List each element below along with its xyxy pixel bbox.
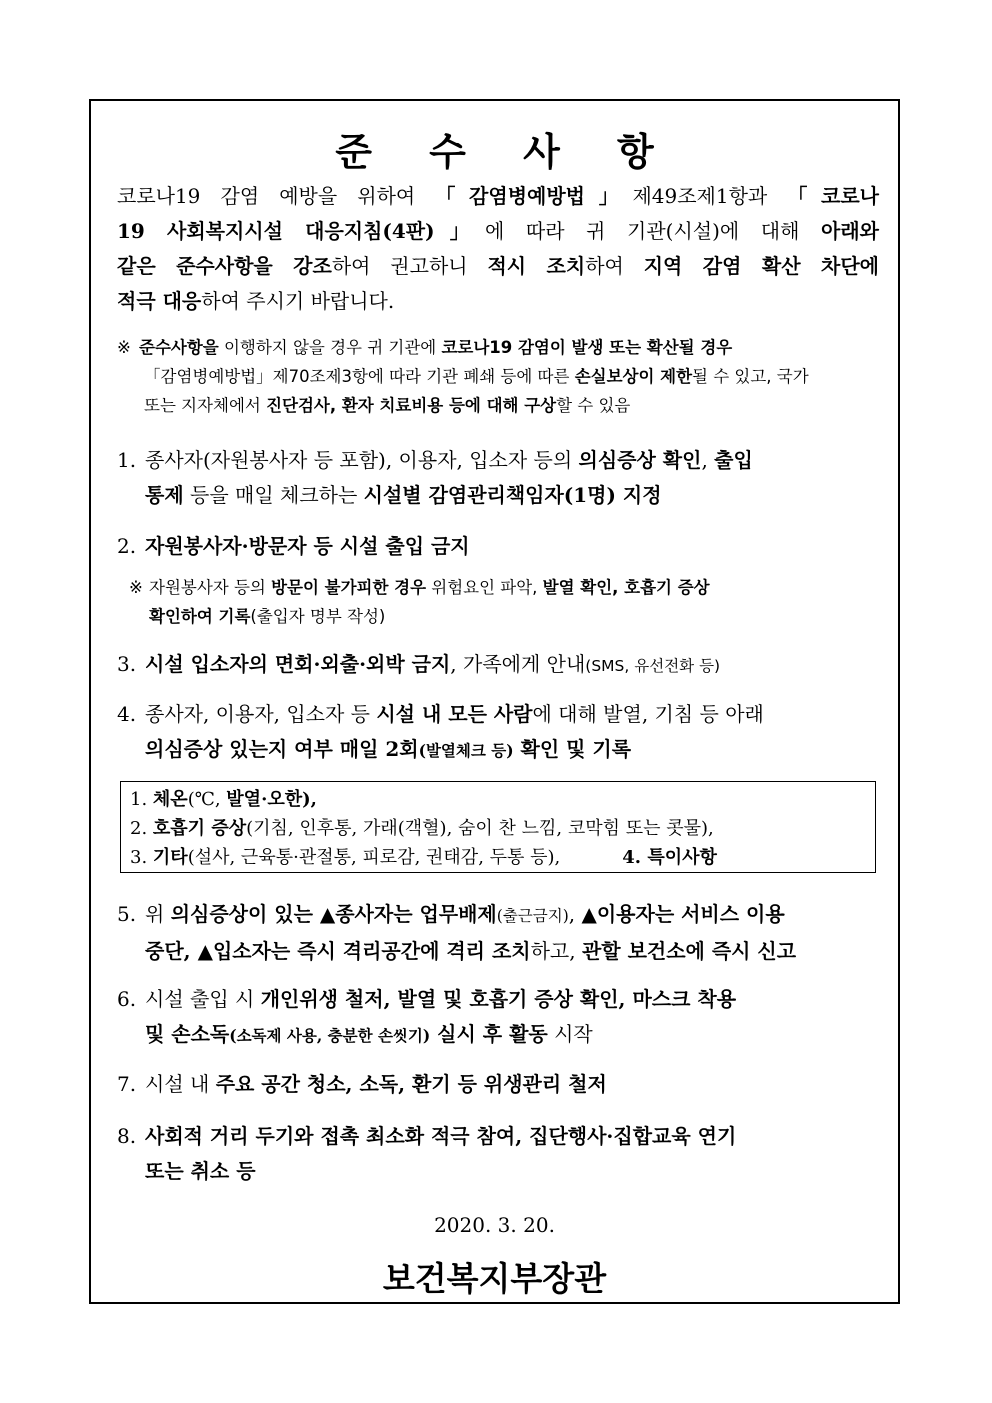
item-2-subnote: ※ 자원봉사자 등의 방문이 불가피한 경우 위험요인 파악, 발열 확인, 호흡기 증상 확인하여 기록(출입자 명부 작성) [129,573,879,631]
checklist-row-3: 3. 기타(설사, 근육통·관절통, 피로감, 권태감, 두통 등), 4. 특이사항 [130,847,717,868]
document-date: 2020. 3. 20. [434,1213,555,1237]
item-number: 8. [117,1124,137,1148]
item-5: 5. 위 의심증상이 있는 ▲종사자는 업무배제(출근금지), ▲이용자는 서비스 이용 중단, ▲입소자는 즉시 격리공간에 격리 조치하고, 관할 보건소에 즉시 신고 [117,897,879,969]
item-3: 3. 시설 입소자의 면회·외출·외박 금지, 가족에게 안내(SMS, 유선전화 등) [117,647,879,684]
item-7: 7. 시설 내 주요 공간 청소, 소독, 환기 등 위생관리 철저 [117,1067,879,1102]
intro-line-3: 같은 준수사항을 강조하여 권고하니 적시 조치하여 지역 감염 확산 차단에 [117,254,879,278]
item-1: 1. 종사자(자원봉사자 등 포함), 이용자, 입소자 등의 의심증상 확인, 출입 통제 등을 매일 체크하는 시설별 감염관리책임자(1명) 지정 [117,443,879,513]
notice-block [117,333,879,420]
item-number: 3. [117,652,137,676]
item-number: 7. [117,1072,137,1096]
symptom-checklist-box [120,781,876,873]
notice-line-1: 준수사항을 이행하지 않을 경우 귀 기관에 코로나19 감염이 발생 또는 확산될 경우 [139,338,733,357]
checklist-row-2: 2. 호흡기 증상(기침, 인후통, 가래(객혈), 숨이 찬 느낌, 코막힘 또는 콧물), [130,818,714,839]
item-number: 6. [117,987,137,1011]
document-frame [89,99,900,1304]
item-2: 2. 자원봉사자·방문자 등 시설 출입 금지 [117,529,879,564]
issuer-signature: 보건복지부장관 [382,1259,607,1298]
item-4: 4. 종사자, 이용자, 입소자 등 시설 내 모든 사람에 대해 발열, 기침 등 아래 의심증상 있는지 여부 매일 2회(발열체크 등) 확인 및 기록 [117,697,879,768]
checklist-row-1: 1. 체온(℃, 발열·오한), [130,789,317,810]
reference-mark-icon: ※ [129,578,143,597]
intro-line-4: 적극 대응하여 주시기 바랍니다. [117,289,395,313]
item-number: 5. [117,902,137,926]
item-number: 4. [117,702,137,726]
intro-line-2: 19 사회복지시설 대응지침(4판)」에 따라 귀 기관(시설)에 대해 아래와 [117,219,879,243]
intro-paragraph [117,179,879,319]
reference-mark-icon: ※ [117,338,131,357]
item-number: 2. [117,534,137,558]
item-number: 1. [117,448,137,472]
item-6: 6. 시설 출입 시 개인위생 철저, 발열 및 호흡기 증상 확인, 마스크 착용 및 손소독(소독제 사용, 충분한 손씻기) 실시 후 활동 시작 [117,982,879,1053]
notice-line-3: 또는 지자체에서 진단검사, 환자 치료비용 등에 대해 구상할 수 있음 [144,396,631,415]
document-title: 준 수 사 항 [335,130,676,174]
item-8: 8. 사회적 거리 두기와 접촉 최소화 적극 참여, 집단행사·집합교육 연기 또는 취소 등 [117,1119,879,1189]
notice-line-2: 「감염병예방법」제70조제3항에 따라 기관 폐쇄 등에 따른 손실보상이 제한될 수 있고, 국가 [144,367,809,386]
intro-line-1: 코로나19 감염 예방을 위하여 「감염병예방법」제49조제1항과 「코로나 [117,184,880,208]
